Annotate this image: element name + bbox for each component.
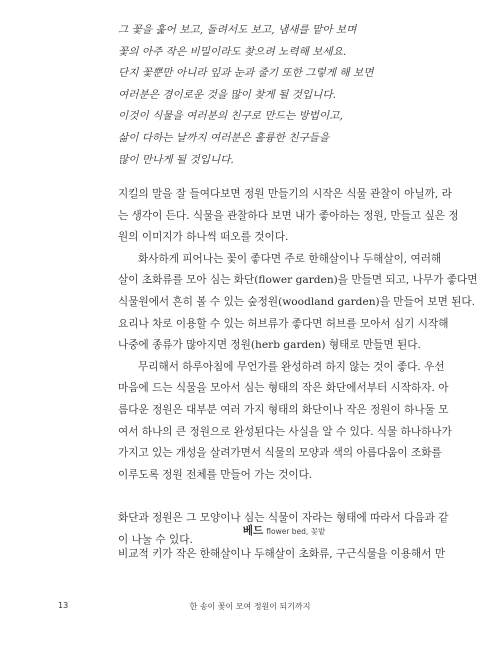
quote-line: 그 꽃을 훑어 보고, 돌려서도 보고, 냄새를 맡아 보며 — [118, 24, 357, 36]
quote-line: 꽃의 아주 작은 비밀이라도 찾으려 노력해 보세요. — [118, 45, 347, 58]
body-line: 무리해서 하루아침에 무언가를 완성하려 하지 않는 것이 좋다. 우선 — [138, 360, 445, 373]
running-title: 한 송이 꽃이 모여 정원이 되기까지 — [189, 602, 311, 611]
quote-line: 단지 꽃뿐만 아니라 잎과 눈과 줄기 또한 그렇게 해 보면 — [118, 67, 374, 80]
body-line: 원의 이미지가 하나씩 떠오를 것이다. — [118, 231, 289, 244]
paragraph-gap — [118, 486, 450, 508]
quote-line: 삶이 다하는 날까지 여러분은 훌륭한 친구들을 — [118, 131, 330, 144]
paragraph-start-small — [118, 357, 450, 487]
body-line: 나중에 종류가 많아지면 정원(herb garden) 형태로 만들면 된다. — [118, 339, 421, 352]
body-line: 지킬의 말을 잘 들여다보면 정원 만들기의 시작은 식물 관찰이 아닐까, 라 — [118, 188, 452, 200]
paragraph-garden-types — [118, 249, 478, 357]
quote-line: 이것이 식물을 여러분의 친구로 만드는 방법이고, — [118, 110, 343, 123]
page-number: 13 — [58, 601, 69, 610]
body-line: 는 생각이 든다. 식물을 관찰하다 보면 내가 좋아하는 정원, 만들고 싶은 정 — [118, 209, 459, 222]
body-line: 여서 하나의 큰 정원으로 완성된다는 사실을 알 수 있다. 식물 하나하나가 — [118, 425, 452, 438]
section-subheading — [118, 522, 450, 541]
body-line: 비교적 키가 작은 한해살이나 두해살이 초화류, 구근식물을 이용해서 만 — [118, 548, 446, 560]
subheading-korean: 베드 — [242, 525, 264, 537]
body-line: 요리나 차로 이용할 수 있는 허브류가 좋다면 허브를 모아서 심기 시작해 — [118, 317, 449, 330]
body-line: 이루도록 정원 전체를 만들어 가는 것이다. — [118, 468, 313, 481]
quote-line: 여러분은 경이로운 것을 많이 찾게 될 것입니다. — [118, 88, 337, 101]
subheading-english: flower bed, 꽃밭 — [266, 527, 326, 536]
quote-line: 많이 만나게 될 것입니다. — [118, 153, 234, 166]
paragraph-observation — [118, 184, 459, 249]
body-line: 살이 초화류를 모아 심는 화단(flower garden)을 만들면 되고, 나무가 좋다면 — [118, 274, 478, 287]
body-line: 마음에 드는 식물을 모아서 심는 형태의 작은 화단에서부터 시작하자. 아 — [118, 382, 449, 395]
body-text — [118, 184, 478, 552]
epigraph-quote — [118, 20, 448, 171]
body-line: 식물원에서 흔히 볼 수 있는 숲정원(woodland garden)을 만들어 보면 된다. — [118, 295, 476, 308]
body-line: 이 나눌 수 있다. — [118, 533, 193, 546]
body-line: 화사하게 피어나는 꽃이 좋다면 주로 한해살이나 두해살이, 여러해 — [138, 252, 442, 265]
body-line: 화단과 정원은 그 모양이나 심는 식물이 자라는 형태에 따라서 다음과 같 — [118, 512, 449, 525]
body-line: 름다운 정원은 대부분 여러 가지 형태의 화단이나 작은 정원이 하나둘 모 — [118, 403, 449, 416]
body-line: 가지고 있는 개성을 살려가면서 식물의 모양과 색의 아름다움이 조화를 — [118, 447, 442, 460]
